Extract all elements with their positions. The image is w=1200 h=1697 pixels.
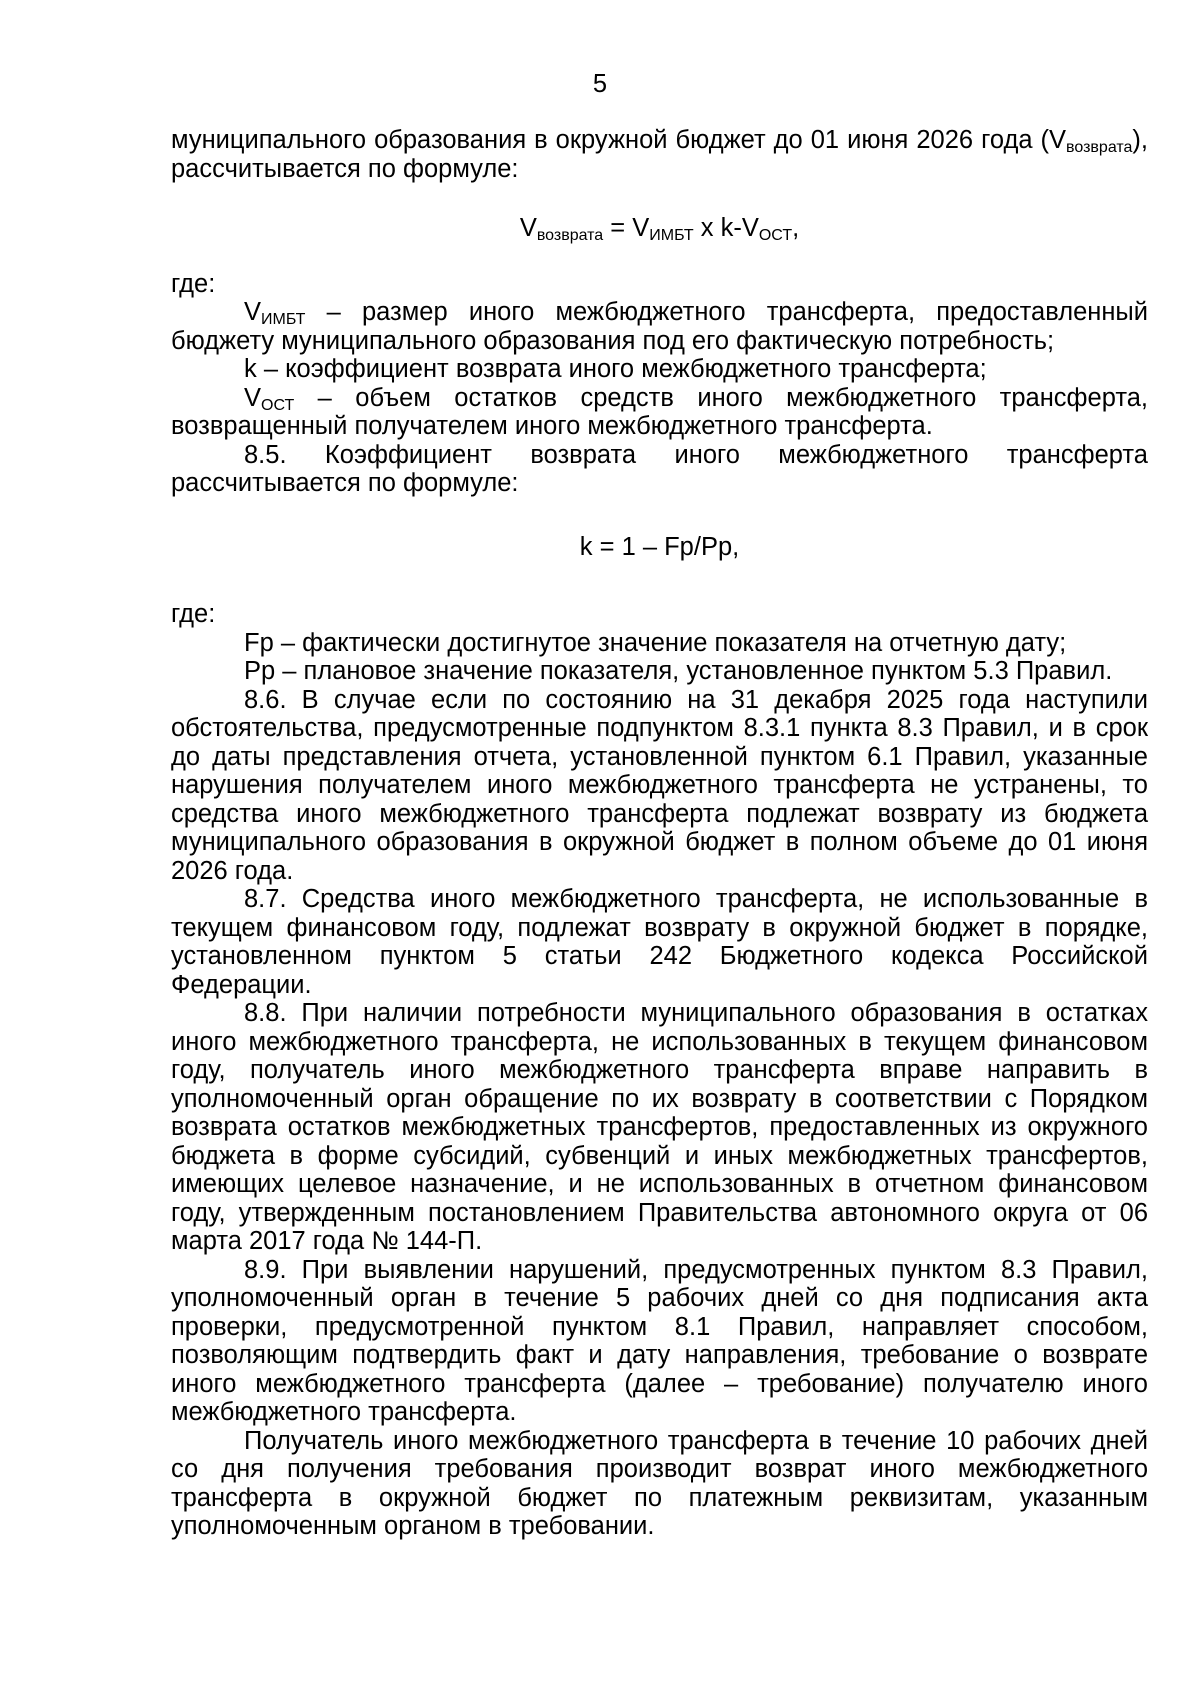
paragraph-8-9: 8.9. При выявлении нарушений, предусмотренных пунктом 8.3 Правил, уполномоченный орган в течение 5 рабочих дней со дня подписания акта проверки, предусмотренной пунктом 8.1 Правил, направляет способом, позволяющим подтвердить факт и дату направления, требование о возврате иного межбюджетного трансферта (далее – требование) получателю иного межбюджетного трансферта. (171, 1255, 1148, 1426)
paragraph-8-5: 8.5. Коэффициент возврата иного межбюджетного трансферта рассчитывается по формуле: (171, 440, 1148, 497)
paragraph-8-8: 8.8. При наличии потребности муниципального образования в остатках иного межбюджетного трансферта, не использованных в текущем финансовом году, получатель иного межбюджетного трансферта вправе направить в уполномоченный орган обращение по их возврату в соответствии с Порядком возврата остатков межбюджетных трансфертов, предоставленных из окружного бюджета в форме субсидий, субвенций и иных межбюджетных трансфертов, имеющих целевое назначение, и не использованных в отчетном финансовом году, утвержденным постановлением Правительства автономного округа от 06 марта 2017 года № 144-П. (171, 999, 1148, 1255)
definition-fp: Fp – фактически достигнутое значение показателя на отчетную дату; (244, 628, 1067, 657)
formula-v-return: $V_{возврата} = V_{ИМБТ}$ x $k-V_{ОСТ}$, (519, 214, 800, 244)
definition-v-ost: $V_{ОСТ}$ – объем остатков средств иного межбюджетного трансферта, возвращенный получателем иного межбюджетного трансферта. (171, 383, 1148, 440)
where-label: где: (171, 269, 216, 298)
definition-k: k – коэффициент возврата иного межбюджетного трансферта; (244, 355, 987, 383)
document-body (171, 126, 1148, 1541)
where-label-2: где: (171, 600, 216, 628)
page-number: 5 (592, 70, 608, 98)
definition-v-imbt: $V_{ИМБТ}$ – размер иного межбюджетного трансферта, предоставленный бюджету муниципального образования под его фактическую потребность; (171, 298, 1148, 355)
paragraph-final: Получатель иного межбюджетного трансферта в течение 10 рабочих дней со дня получения требования производит возврат иного межбюджетного трансферта в окружной бюджет по платежным реквизитам, указанным уполномоченным органом в требовании. (171, 1426, 1148, 1540)
definition-pp: Pp – плановое значение показателя, установленное пунктом 5.3 Правил. (244, 657, 1113, 685)
paragraph-8-6: 8.6. В случае если по состоянию на 31 декабря 2025 года наступили обстоятельства, предусмотренные подпунктом 8.3.1 пункта 8.3 Правил, и в срок до даты представления отчета, установленной пунктом 6.1 Правил, указанные нарушения получателем иного межбюджетного трансферта не устранены, то средства иного межбюджетного трансферта подлежат возврату из бюджета муниципального образования в окружной бюджет в полном объеме до 01 июня 2026 года. (171, 685, 1148, 885)
continuation-line-1: муниципального образования в окружной бюджет до 01 июня 2026 года (171, 126, 1033, 154)
continuation-paragraph: муниципального образования в окружной бюджет до 01 июня 2026 года $(V_{возврата})$, рассчитывается по формуле: (171, 126, 1148, 183)
formula-k: k = 1 – Fp/Pp, (579, 532, 740, 561)
paragraph-8-7: 8.7. Средства иного межбюджетного трансферта, не использованные в текущем финансовом году, подлежат возврату в окружной бюджет в порядке, установленном пунктом 5 статьи 242 Бюджетного кодекса Российской Федерации. (171, 885, 1148, 999)
